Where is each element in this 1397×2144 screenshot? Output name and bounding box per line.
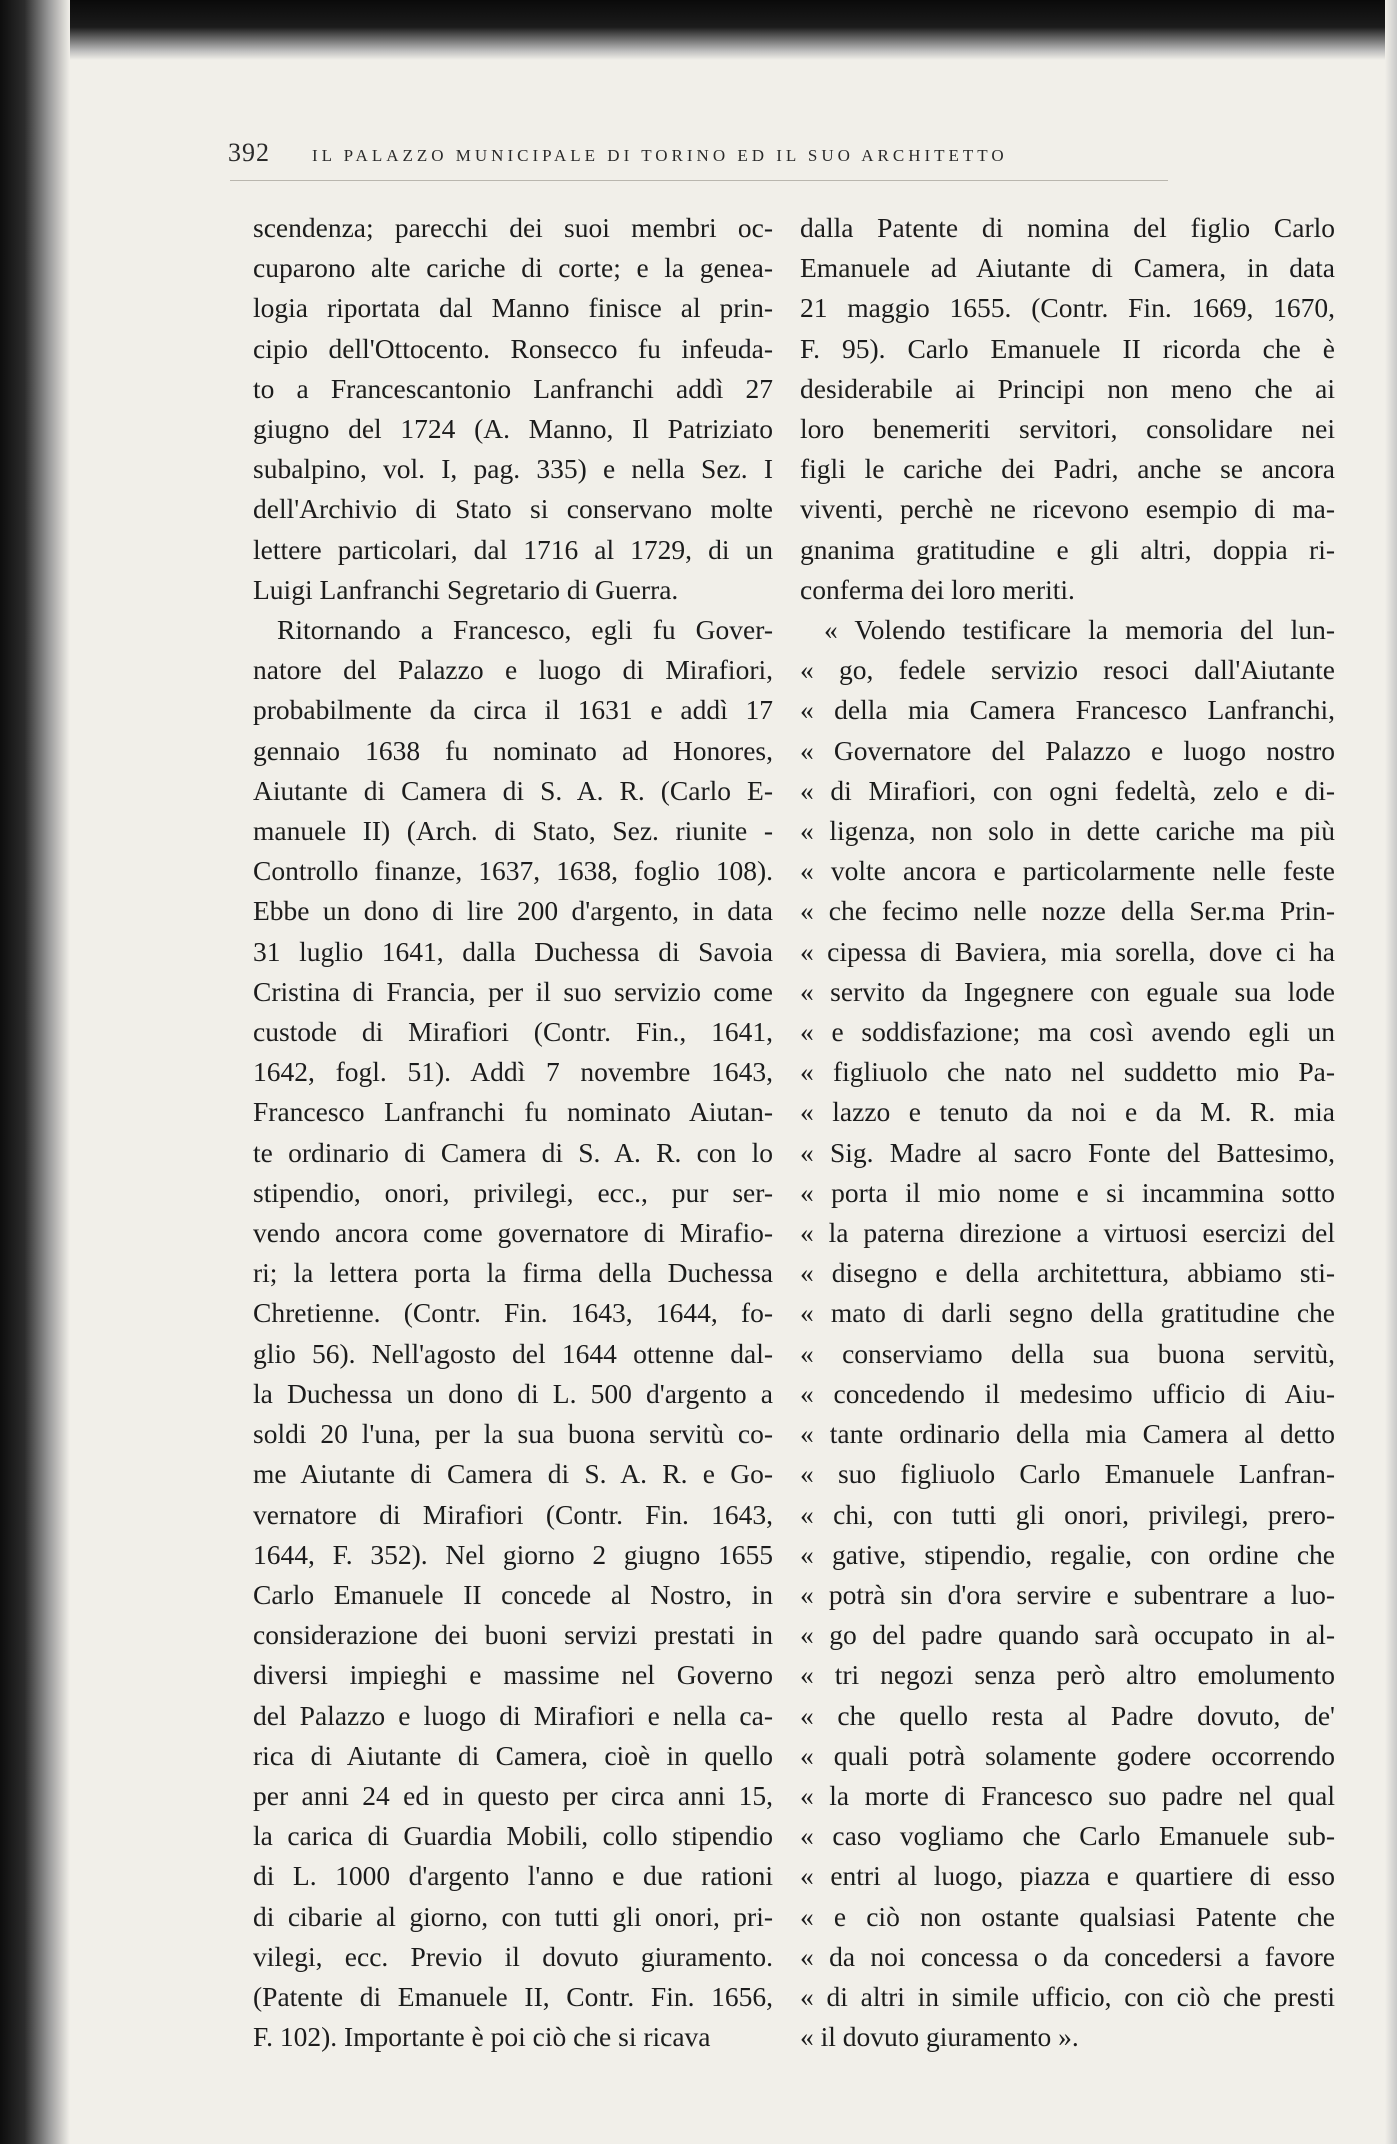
text-line: « figliuolo che nato nel suddetto mio Pa- bbox=[800, 1056, 1335, 1088]
text-line: « entri al luogo, piazza e quartiere di esso bbox=[800, 1860, 1335, 1892]
text-line: « che quello resta al Padre dovuto, de' bbox=[800, 1699, 1335, 1731]
text-line: del Palazzo e luogo di Mirafiori e nella ca- bbox=[253, 1699, 773, 1731]
text-line: logia riportata dal Manno finisce al prin- bbox=[253, 292, 773, 324]
text-line: giugno del 1724 (A. Manno, Il Patriziato bbox=[253, 413, 773, 445]
left-column bbox=[253, 208, 773, 2057]
text-line: dell'Archivio di Stato si conservano molte bbox=[253, 493, 773, 525]
text-line: Ritornando a Francesco, egli fu Gover- bbox=[277, 614, 773, 646]
text-line: soldi 20 l'una, per la sua buona servitù co- bbox=[253, 1418, 773, 1450]
text-line: « mato di darli segno della gratitudine che bbox=[800, 1297, 1335, 1329]
text-line: « di Mirafiori, con ogni fedeltà, zelo e di- bbox=[800, 774, 1335, 806]
text-line: F. 95). Carlo Emanuele II ricorda che è bbox=[800, 332, 1335, 364]
text-line: « il dovuto giuramento ». bbox=[800, 2021, 1079, 2053]
text-line: « della mia Camera Francesco Lanfranchi, bbox=[800, 694, 1335, 726]
text-line: per anni 24 ed in questo per circa anni 15, bbox=[253, 1779, 773, 1811]
scan-top-edge bbox=[0, 0, 1397, 60]
text-line: « volte ancora e particolarmente nelle feste bbox=[800, 855, 1335, 887]
text-line: « go, fedele servizio resoci dall'Aiutante bbox=[800, 654, 1335, 686]
text-line: « e soddisfazione; ma così avendo egli un bbox=[800, 1016, 1335, 1048]
text-line: « Volendo testificare la memoria del lun- bbox=[824, 614, 1335, 646]
header-rule bbox=[230, 180, 1168, 181]
text-line: « porta il mio nome e si incammina sotto bbox=[800, 1176, 1335, 1208]
text-line: subalpino, vol. I, pag. 335) e nella Sez. I bbox=[253, 453, 773, 485]
text-line: « tante ordinario della mia Camera al detto bbox=[800, 1418, 1335, 1450]
text-line: custode di Mirafiori (Contr. Fin., 1641, bbox=[253, 1016, 773, 1048]
text-line: « di altri in simile ufficio, con ciò che presti bbox=[800, 1980, 1335, 2012]
text-line: « go del padre quando sarà occupato in al- bbox=[800, 1619, 1335, 1651]
text-line: ri; la lettera porta la firma della Duchessa bbox=[253, 1257, 773, 1289]
text-line: « la morte di Francesco suo padre nel qual bbox=[800, 1779, 1335, 1811]
text-line: « la paterna direzione a virtuosi esercizi del bbox=[800, 1217, 1335, 1249]
text-line: di cibarie al giorno, con tutti gli onori, pri- bbox=[253, 1900, 773, 1932]
running-title: IL PALAZZO MUNICIPALE DI TORINO ED IL SUO ARCHITETTO bbox=[312, 146, 1008, 165]
text-line: conferma dei loro meriti. bbox=[800, 573, 1075, 605]
text-line: « conserviamo della sua buona servitù, bbox=[800, 1337, 1335, 1369]
text-line: considerazione dei buoni servizi prestati in bbox=[253, 1619, 773, 1651]
text-line: « da noi concessa o da concedersi a favore bbox=[800, 1940, 1335, 1972]
text-line: vendo ancora come governatore di Mirafio- bbox=[253, 1217, 773, 1249]
text-line: Ebbe un dono di lire 200 d'argento, in data bbox=[253, 895, 773, 927]
text-line: vernatore di Mirafiori (Contr. Fin. 1643, bbox=[253, 1498, 773, 1530]
text-line: figli le cariche dei Padri, anche se ancora bbox=[800, 453, 1335, 485]
text-line: « lazzo e tenuto da noi e da M. R. mia bbox=[800, 1096, 1335, 1128]
page-header bbox=[228, 138, 1170, 168]
text-line: « Sig. Madre al sacro Fonte del Battesimo, bbox=[800, 1136, 1335, 1168]
text-line: « disegno e della architettura, abbiamo sti- bbox=[800, 1257, 1335, 1289]
text-line: « quali potrà solamente godere occorrendo bbox=[800, 1739, 1335, 1771]
text-line: Chretienne. (Contr. Fin. 1643, 1644, fo- bbox=[253, 1297, 773, 1329]
text-line: scendenza; parecchi dei suoi membri oc- bbox=[253, 212, 773, 243]
text-line: probabilmente da circa il 1631 e addì 17 bbox=[253, 694, 773, 726]
text-line: 1642, fogl. 51). Addì 7 novembre 1643, bbox=[253, 1056, 773, 1088]
text-line: cuparono alte cariche di corte; e la genea- bbox=[253, 252, 773, 284]
text-line: natore del Palazzo e luogo di Mirafiori, bbox=[253, 654, 773, 686]
text-line: 21 maggio 1655. (Contr. Fin. 1669, 1670, bbox=[800, 292, 1335, 324]
text-line: la carica di Guardia Mobili, collo stipendio bbox=[253, 1820, 773, 1852]
text-line: diversi impieghi e massime nel Governo bbox=[253, 1659, 773, 1691]
scan-right-edge bbox=[1385, 0, 1397, 2144]
text-line: « e ciò non ostante qualsiasi Patente che bbox=[800, 1900, 1335, 1932]
text-line: vilegi, ecc. Previo il dovuto giuramento. bbox=[253, 1940, 773, 1972]
text-line: « Governatore del Palazzo e luogo nostro bbox=[800, 734, 1335, 766]
text-line: to a Francescantonio Lanfranchi addì 27 bbox=[253, 372, 773, 404]
text-line: « che fecimo nelle nozze della Ser.ma Prin- bbox=[800, 895, 1335, 927]
text-line: stipendio, onori, privilegi, ecc., pur ser- bbox=[253, 1176, 773, 1208]
text-line: 1644, F. 352). Nel giorno 2 giugno 1655 bbox=[253, 1538, 773, 1570]
text-line: dalla Patente di nomina del figlio Carlo bbox=[800, 212, 1335, 243]
text-line: (Patente di Emanuele II, Contr. Fin. 1656, bbox=[253, 1980, 773, 2012]
text-line: cipio dell'Ottocento. Ronsecco fu infeuda- bbox=[253, 332, 773, 364]
text-line: gennaio 1638 fu nominato ad Honores, bbox=[253, 734, 773, 766]
text-line: « concedendo il medesimo ufficio di Aiu- bbox=[800, 1377, 1335, 1409]
text-line: viventi, perchè ne ricevono esempio di ma- bbox=[800, 493, 1335, 525]
text-line: lettere particolari, dal 1716 al 1729, di un bbox=[253, 533, 773, 565]
text-line: « caso vogliamo che Carlo Emanuele sub- bbox=[800, 1820, 1335, 1852]
text-line: « ligenza, non solo in dette cariche ma più bbox=[800, 815, 1335, 847]
text-line: Controllo finanze, 1637, 1638, foglio 108). bbox=[253, 855, 773, 887]
text-line: Luigi Lanfranchi Segretario di Guerra. bbox=[253, 573, 679, 605]
text-line: Cristina di Francia, per il suo servizio come bbox=[253, 975, 773, 1007]
text-line: « tri negozi senza però altro emolumento bbox=[800, 1659, 1335, 1691]
text-line: Aiutante di Camera di S. A. R. (Carlo E- bbox=[253, 774, 773, 806]
text-line: « potrà sin d'ora servire e subentrare a luo- bbox=[800, 1578, 1335, 1610]
text-line: manuele II) (Arch. di Stato, Sez. riunite - bbox=[253, 815, 773, 847]
text-line: 31 luglio 1641, dalla Duchessa di Savoia bbox=[253, 935, 773, 967]
text-line: Francesco Lanfranchi fu nominato Aiutan- bbox=[253, 1096, 773, 1128]
text-line: « chi, con tutti gli onori, privilegi, prero- bbox=[800, 1498, 1335, 1530]
text-line: « gative, stipendio, regalie, con ordine che bbox=[800, 1538, 1335, 1570]
text-line: di L. 1000 d'argento l'anno e due rationi bbox=[253, 1860, 773, 1892]
text-line: « servito da Ingegnere con eguale sua lode bbox=[800, 975, 1335, 1007]
right-column bbox=[800, 208, 1335, 2057]
text-line: te ordinario di Camera di S. A. R. con lo bbox=[253, 1136, 773, 1168]
text-line: glio 56). Nell'agosto del 1644 ottenne dal- bbox=[253, 1337, 773, 1369]
text-line: « suo figliuolo Carlo Emanuele Lanfran- bbox=[800, 1458, 1335, 1490]
text-line: Emanuele ad Aiutante di Camera, in data bbox=[800, 252, 1335, 284]
scan-binding-shadow bbox=[0, 0, 70, 2144]
text-line: F. 102). Importante è poi ciò che si ricava bbox=[253, 2021, 711, 2053]
text-line: « cipessa di Baviera, mia sorella, dove ci ha bbox=[800, 935, 1335, 967]
text-line: rica di Aiutante di Camera, cioè in quello bbox=[253, 1739, 773, 1771]
text-line: loro benemeriti servitori, consolidare nei bbox=[800, 413, 1335, 445]
text-line: Carlo Emanuele II concede al Nostro, in bbox=[253, 1578, 773, 1610]
page-number: 392 bbox=[228, 138, 270, 167]
text-line: la Duchessa un dono di L. 500 d'argento a bbox=[253, 1377, 773, 1409]
text-line: me Aiutante di Camera di S. A. R. e Go- bbox=[253, 1458, 773, 1490]
text-line: gnanima gratitudine e gli altri, doppia ri- bbox=[800, 533, 1335, 565]
text-line: desiderabile ai Principi non meno che ai bbox=[800, 372, 1335, 404]
